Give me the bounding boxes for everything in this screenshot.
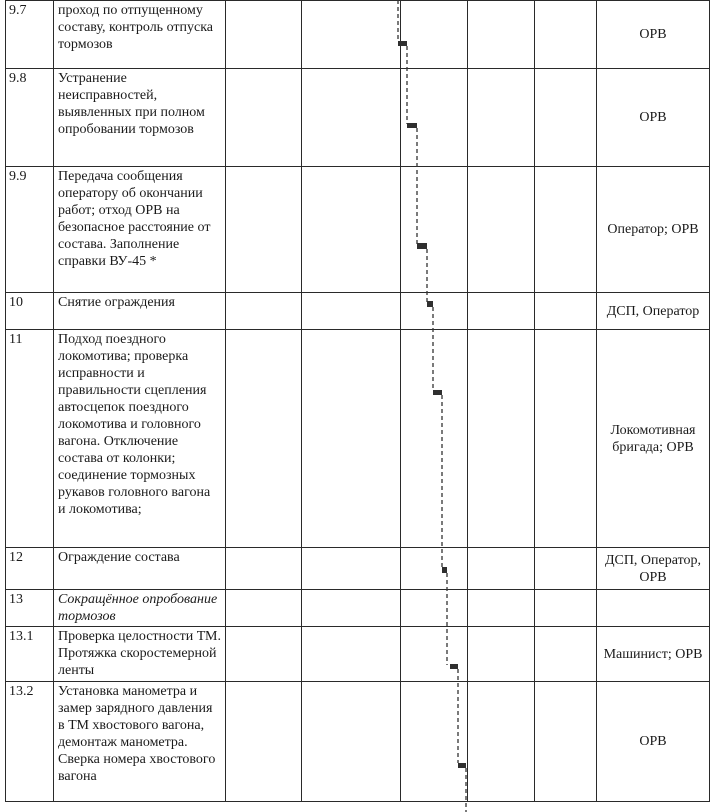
technological-process-table bbox=[5, 0, 710, 802]
empty-cell bbox=[468, 1, 535, 69]
empty-cell bbox=[226, 293, 302, 330]
empty-cell bbox=[302, 167, 401, 293]
empty-cell bbox=[401, 69, 468, 167]
empty-cell bbox=[535, 590, 597, 627]
empty-cell bbox=[535, 627, 597, 682]
empty-cell bbox=[226, 69, 302, 167]
row-number: 9.8 bbox=[6, 69, 54, 167]
empty-cell bbox=[302, 590, 401, 627]
responsible: Оператор; ОРВ bbox=[597, 167, 710, 293]
empty-cell bbox=[226, 167, 302, 293]
empty-cell bbox=[535, 548, 597, 590]
empty-cell bbox=[226, 548, 302, 590]
empty-cell bbox=[302, 627, 401, 682]
empty-cell bbox=[468, 330, 535, 548]
empty-cell bbox=[302, 1, 401, 69]
operation-description: проход по отпущенному составу, контроль отпуска тормозов bbox=[54, 1, 226, 69]
empty-cell bbox=[401, 627, 468, 682]
empty-cell bbox=[468, 590, 535, 627]
responsible: ОРВ bbox=[597, 1, 710, 69]
empty-cell bbox=[468, 627, 535, 682]
operation-description: Сокращённое опробование тормозов bbox=[54, 590, 226, 627]
empty-cell bbox=[468, 548, 535, 590]
empty-cell bbox=[302, 69, 401, 167]
empty-cell bbox=[535, 1, 597, 69]
operation-description: Подход поездного локомотива; проверка исправности и правильности сцепления автосцепок поездного локомотива и головного вагона. Отключение состава от колонки; соединение тормозных рукавов головного вагона и локомотива; bbox=[54, 330, 226, 548]
responsible: ОРВ bbox=[597, 69, 710, 167]
empty-cell bbox=[468, 69, 535, 167]
empty-cell bbox=[401, 330, 468, 548]
empty-cell bbox=[535, 69, 597, 167]
table-row bbox=[6, 682, 710, 802]
empty-cell bbox=[401, 548, 468, 590]
empty-cell bbox=[401, 590, 468, 627]
responsible: Машинист; ОРВ bbox=[597, 627, 710, 682]
empty-cell bbox=[468, 167, 535, 293]
table-row bbox=[6, 1, 710, 69]
operation-description: Проверка целостности ТМ. Протяжка скоростемерной ленты bbox=[54, 627, 226, 682]
responsible bbox=[597, 590, 710, 627]
row-number: 11 bbox=[6, 330, 54, 548]
row-number: 13.1 bbox=[6, 627, 54, 682]
table-row bbox=[6, 590, 710, 627]
empty-cell bbox=[226, 1, 302, 69]
table-row bbox=[6, 548, 710, 590]
empty-cell bbox=[302, 548, 401, 590]
empty-cell bbox=[226, 330, 302, 548]
empty-cell bbox=[535, 682, 597, 802]
operation-description: Снятие ограждения bbox=[54, 293, 226, 330]
empty-cell bbox=[226, 627, 302, 682]
row-number: 10 bbox=[6, 293, 54, 330]
operation-description: Ограждение состава bbox=[54, 548, 226, 590]
responsible: ДСП, Оператор bbox=[597, 293, 710, 330]
table-row bbox=[6, 167, 710, 293]
empty-cell bbox=[226, 590, 302, 627]
row-number: 13.2 bbox=[6, 682, 54, 802]
empty-cell bbox=[302, 682, 401, 802]
empty-cell bbox=[401, 167, 468, 293]
table-row bbox=[6, 330, 710, 548]
row-number: 13 bbox=[6, 590, 54, 627]
empty-cell bbox=[468, 293, 535, 330]
row-number: 9.7 bbox=[6, 1, 54, 69]
empty-cell bbox=[302, 330, 401, 548]
empty-cell bbox=[226, 682, 302, 802]
table-row bbox=[6, 69, 710, 167]
responsible: ДСП, Оператор, ОРВ bbox=[597, 548, 710, 590]
empty-cell bbox=[401, 293, 468, 330]
operation-description: Установка манометра и замер зарядного давления в ТМ хвостового вагона, демонтаж манометра. Сверка номера хвостового вагона bbox=[54, 682, 226, 802]
table-row bbox=[6, 293, 710, 330]
operation-description: Устранение неисправностей, выявленных при полном опробовании тормозов bbox=[54, 69, 226, 167]
table-row bbox=[6, 627, 710, 682]
row-number: 12 bbox=[6, 548, 54, 590]
empty-cell bbox=[468, 682, 535, 802]
row-number: 9.9 bbox=[6, 167, 54, 293]
responsible: Локомотивная бригада; ОРВ bbox=[597, 330, 710, 548]
empty-cell bbox=[535, 293, 597, 330]
operation-description: Передача сообщения оператору об окончании работ; отход ОРВ на безопасное расстояние от состава. Заполнение справки ВУ-45 * bbox=[54, 167, 226, 293]
empty-cell bbox=[401, 1, 468, 69]
responsible: ОРВ bbox=[597, 682, 710, 802]
empty-cell bbox=[401, 682, 468, 802]
empty-cell bbox=[535, 330, 597, 548]
empty-cell bbox=[302, 293, 401, 330]
empty-cell bbox=[535, 167, 597, 293]
